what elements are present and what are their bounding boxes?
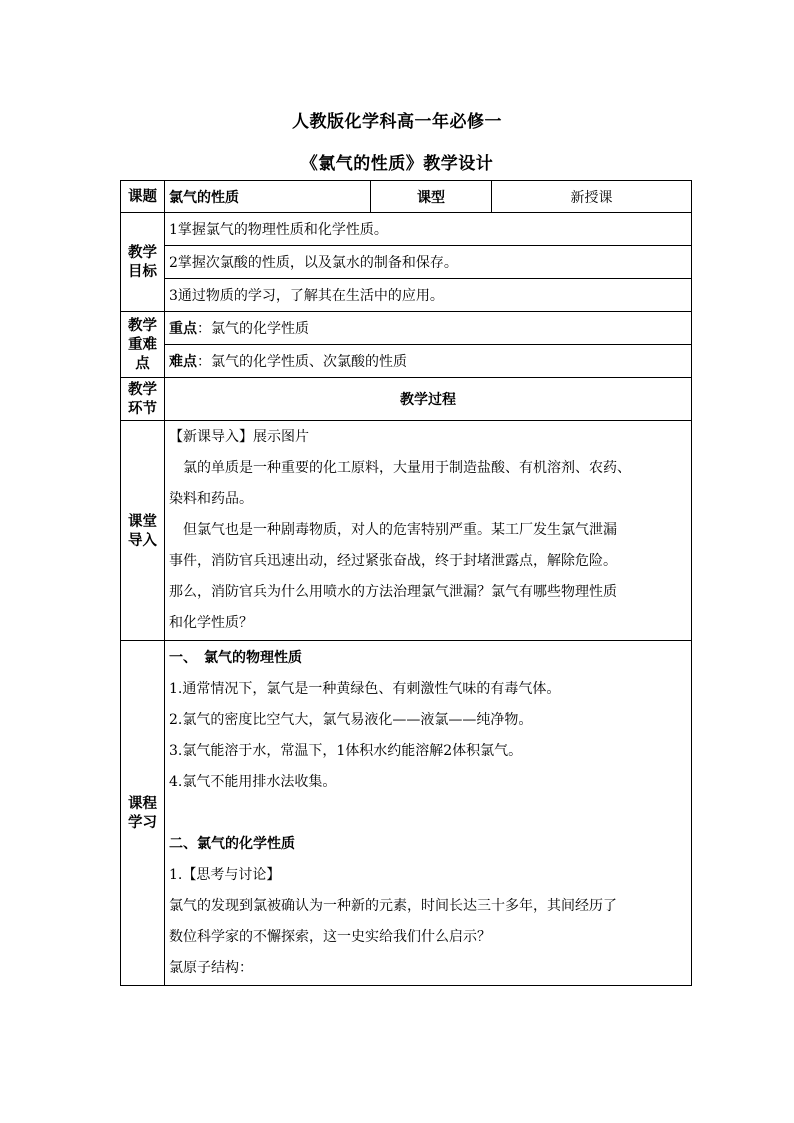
stage-row <box>121 378 692 421</box>
course-item-4: 4.氯气不能用排水法收集。 <box>169 773 337 790</box>
process-label: 教学过程 <box>165 378 692 421</box>
topic-label: 课题 <box>121 181 165 213</box>
course-label: 课程学习 <box>121 641 165 986</box>
type-value: 新授课 <box>492 181 692 213</box>
intro-heading: 【新课导入】展示图片 <box>169 429 309 445</box>
topic-row <box>121 181 692 213</box>
intro-content <box>165 421 692 641</box>
intro-para1-line1: 氯的单质是一种重要的化工原料，大量用于制造盐酸、有机溶剂、农药、 <box>183 460 631 476</box>
key-label: 教学重难点 <box>121 312 165 378</box>
goal-1: 1掌握氯气的物理性质和化学性质。 <box>165 213 692 246</box>
goal-row-3 <box>121 279 692 312</box>
key-point-text: ：氯气的化学性质 <box>197 321 309 337</box>
intro-para2-line3: 那么，消防官兵为什么用喷水的方法治理氯气泄漏？氯气有哪些物理性质 <box>169 584 617 600</box>
course-item-3: 3.氯气能溶于水，常温下，1体积水约能溶解2体积氯气。 <box>169 742 523 759</box>
course-content <box>165 641 692 986</box>
course-sec1-title: 一、 氯气的物理性质 <box>169 649 302 666</box>
blank-line <box>169 798 687 829</box>
doc-title-line2: 《氯气的性质》教学设计 <box>300 154 494 174</box>
goal-2: 2掌握次氯酸的性质，以及氯水的制备和保存。 <box>165 246 692 279</box>
stage-label: 教学环节 <box>121 378 165 421</box>
difficulty <box>165 345 692 378</box>
intro-para1-line2: 染料和药品。 <box>169 491 253 507</box>
intro-para2-line1: 但氯气也是一种剧毒物质，对人的危害特别严重。某工厂发生氯气泄漏 <box>183 522 617 538</box>
course-item-2: 2.氯气的密度比空气大，氯气易液化——液氯——纯净物。 <box>169 711 533 728</box>
difficulty-row <box>121 345 692 378</box>
type-label: 课型 <box>371 181 492 213</box>
key-point-label: 重点 <box>169 321 197 337</box>
doc-title-line1: 人教版化学科高一年必修一 <box>292 112 502 132</box>
intro-para2-line4: 和化学性质？ <box>169 615 253 631</box>
course-discuss-line2: 数位科学家的不懈探索，这一史实给我们什么启示？ <box>169 928 491 945</box>
course-discuss: 1.【思考与讨论】 <box>169 866 281 883</box>
course-item-1: 1.通常情况下，氯气是一种黄绿色、有刺激性气味的有毒气体。 <box>169 680 561 697</box>
goal-3: 3通过物质的学习，了解其在生活中的应用。 <box>165 279 692 312</box>
key-point <box>165 312 692 345</box>
intro-para2-line2: 事件，消防官兵迅速出动，经过紧张奋战，终于封堵泄露点，解除危险。 <box>169 553 617 569</box>
intro-row <box>121 421 692 641</box>
goal-row-2 <box>121 246 692 279</box>
key-point-row <box>121 312 692 345</box>
intro-label: 课堂导入 <box>121 421 165 641</box>
difficulty-label: 难点 <box>169 354 197 370</box>
difficulty-text: ：氯气的化学性质、次氯酸的性质 <box>197 354 407 370</box>
goal-row-1 <box>121 213 692 246</box>
goals-label: 教学目标 <box>121 213 165 312</box>
course-structure: 氯原子结构： <box>169 959 253 976</box>
course-row <box>121 641 692 986</box>
lesson-plan-table <box>120 180 692 986</box>
topic-value: 氯气的性质 <box>165 181 371 213</box>
course-sec2-title: 二、氯气的化学性质 <box>169 835 295 852</box>
course-discuss-line1: 氯气的发现到氯被确认为一种新的元素，时间长达三十多年，其间经历了 <box>169 897 617 914</box>
